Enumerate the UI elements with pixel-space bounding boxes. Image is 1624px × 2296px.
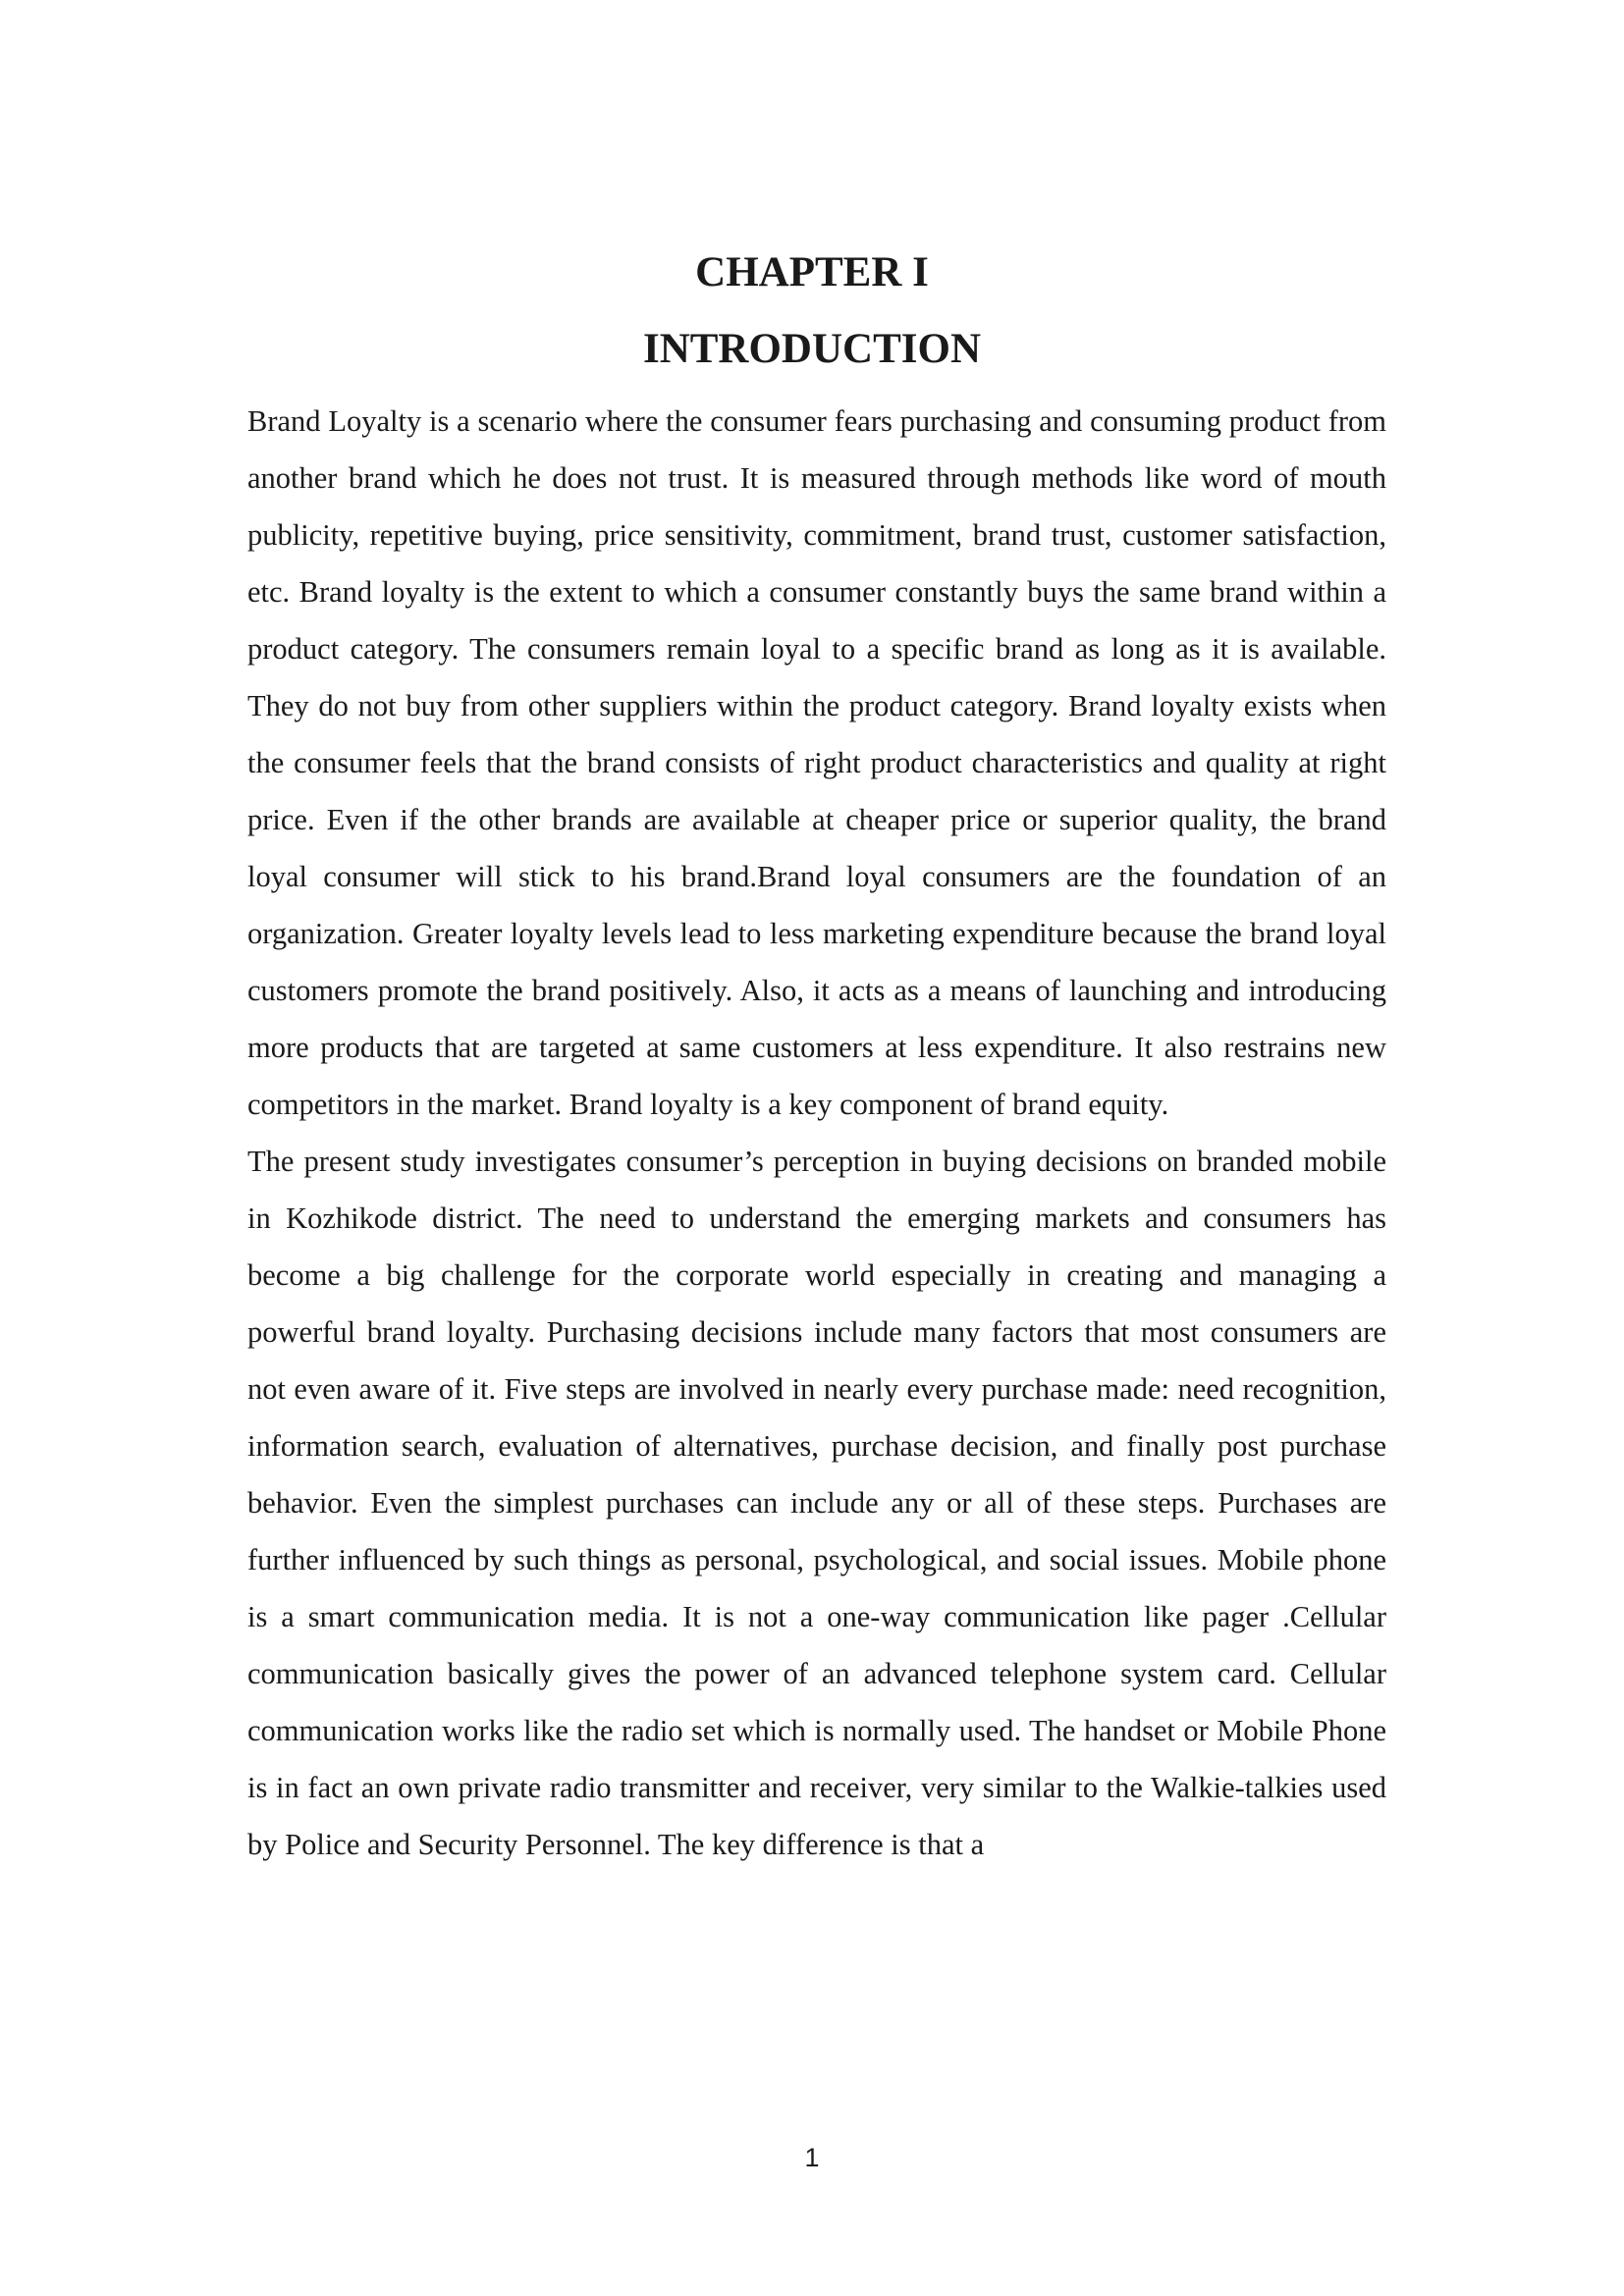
paragraph-brand-loyalty: Brand Loyalty is a scenario where the consumer fears purchasing and consuming product from another brand which he does not trust. It is measured through methods like word of mouth publicity, repetitive buying, price sensitivity, commitment, brand trust, customer satisfaction, etc. Brand loyalty is the extent to which a consumer constantly buys the same brand within a product category. The consumers remain loyal to a specific brand as long as it is available. They do not buy from other suppliers within the product category. Brand loyalty exists when the consumer feels that the brand consists of right product characteristics and quality at right price. Even if the other brands are available at cheaper price or superior quality, the brand loyal consumer will stick to his brand.Brand loyal consumers are the foundation of an organization. Greater loyalty levels lead to less marketing expenditure because the brand loyal customers promote the brand positively. Also, it acts as a means of launching and introducing more products that are targeted at same customers at less expenditure. It also restrains new competitors in the market. Brand loyalty is a key component of brand equity. bbox=[247, 404, 1386, 1121]
paragraph-present-study: The present study investigates consumer’s perception in buying decisions on branded mobile in Kozhikode district. The need to understand the emerging markets and consumers has become a big challenge for the corporate world especially in creating and managing a powerful brand loyalty. Purchasing decisions include many factors that most consumers are not even aware of it. Five steps are involved in nearly every purchase made: need recognition, information search, evaluation of alternatives, purchase decision, and finally post purchase behavior. Even the simplest purchases can include any or all of these steps. Purchases are further influenced by such things as personal, psychological, and social issues. Mobile phone is a smart communication media. It is not a one-way communication like pager .Cellular communication basically gives the power of an advanced telephone system card. Cellular communication works like the radio set which is normally used. The handset or Mobile Phone is in fact an own private radio transmitter and receiver, very similar to the Walkie-talkies used by Police and Security Personnel. The key difference is that a bbox=[247, 1145, 1386, 1861]
chapter-title: INTRODUCTION bbox=[642, 326, 982, 372]
page-number: 1 bbox=[804, 2143, 820, 2172]
chapter-number: CHAPTER I bbox=[695, 249, 929, 295]
body-text bbox=[247, 393, 1386, 1873]
